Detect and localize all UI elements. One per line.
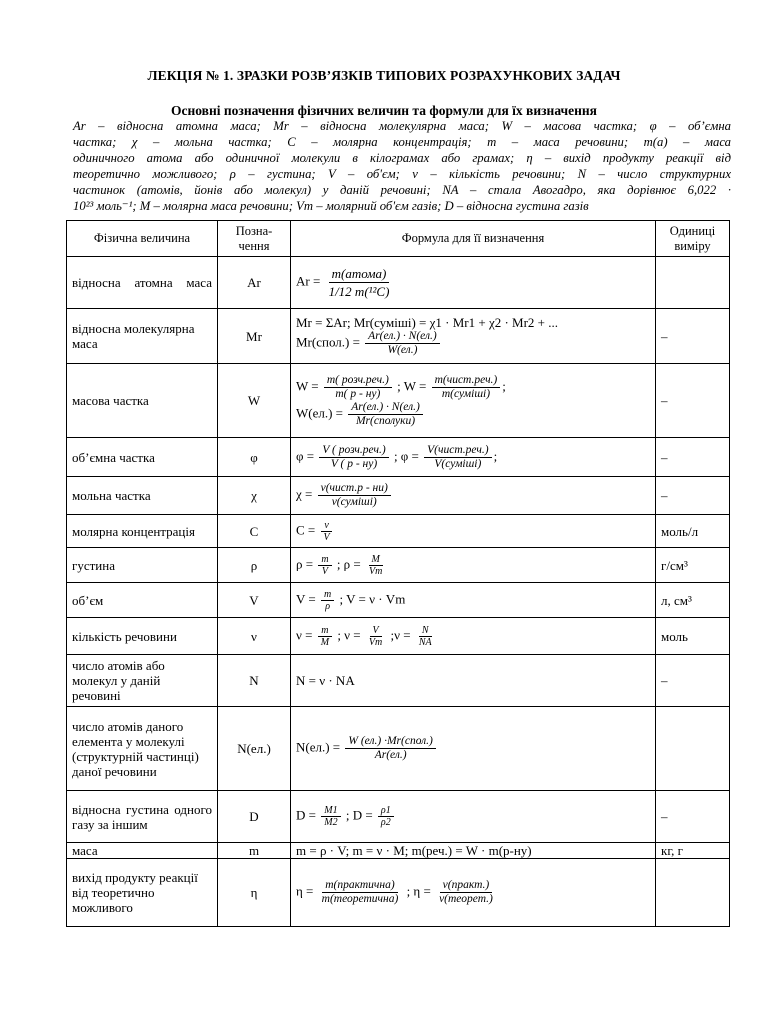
formula-fraction <box>345 735 436 762</box>
formula-fraction <box>424 444 491 471</box>
formula-cell <box>291 707 656 791</box>
fraction-numerator: m( розч.реч.) <box>324 374 392 388</box>
formula-text: ν = <box>296 626 313 642</box>
formula-text: ; V = ν · Vm <box>339 590 406 606</box>
formula-text: ; D = <box>345 807 373 823</box>
formula-text: ; φ = <box>393 447 419 463</box>
quantity-symbol: С <box>218 515 291 548</box>
header-quantity: Фізична величина <box>67 221 218 257</box>
formula-text: ; W = <box>397 377 427 393</box>
header-formula: Формула для її визначення <box>291 221 656 257</box>
formula-text: Mr(спол.) = <box>296 334 360 350</box>
formula-fraction <box>319 444 388 471</box>
formula-cell <box>291 791 656 843</box>
quantity-name <box>67 791 218 843</box>
formula-fraction <box>436 879 496 906</box>
table-row <box>67 618 730 655</box>
quantity-symbol: ρ <box>218 548 291 583</box>
formula-text: С = <box>296 521 316 537</box>
quantity-symbol: Ar <box>218 257 291 309</box>
fraction-numerator: V ( розч.реч.) <box>319 444 388 458</box>
formula-cell: N = ν · NA <box>291 655 656 707</box>
unit-cell: – <box>656 364 730 438</box>
table-header-row <box>67 221 730 257</box>
formula-cell <box>291 548 656 583</box>
formula-fraction <box>416 625 435 648</box>
formula-cell: φ = $\frac{\text{V ( розч.реч.)}}{V ( р - ну)}$ ; φ = $\frac{\text{V(чист.реч.)}}{\text{V(суміші)}}$ ; <box>291 438 656 477</box>
table-row <box>67 791 730 843</box>
quantity-name: масова частка <box>67 364 218 438</box>
formula-cell <box>291 859 656 927</box>
quantity-symbol: V <box>218 583 291 618</box>
formula-cell: m = ρ · V; m = ν · M; m(реч.) = W · m(р-ну) <box>291 843 656 859</box>
formula-fraction <box>318 554 331 577</box>
formula-cell <box>291 618 656 655</box>
fraction-numerator: m(практична) <box>322 879 397 893</box>
formula-text: W = <box>296 377 319 393</box>
fraction-denominator: 1/12 m(¹²C) <box>328 284 390 299</box>
formula-cell: W = $\frac{\text{m( розч.реч.)}}{m( р - ну)}$ ; W = $\frac{\text{m(чист.реч.)}}{\text{m(суміші)}}$ ; W(ел.) = $\frac{Ar(ел.) \cdot N(ел.)}{\text{Mr(сполуки)}}$ <box>291 364 656 438</box>
fraction-denominator: V <box>321 565 328 577</box>
table-row <box>67 843 730 859</box>
fraction-numerator: m(атома) <box>329 265 390 283</box>
fraction-denominator: M <box>320 636 330 648</box>
fraction-denominator: ν(теорет.) <box>439 893 493 905</box>
table-row <box>67 859 730 927</box>
fraction-numerator: M1 <box>321 805 340 817</box>
fraction-denominator: m(теоретична) <box>321 893 399 905</box>
fraction-numerator: N <box>419 625 432 637</box>
header-symbol: Позна- чення <box>218 221 291 257</box>
fraction-denominator: Mr(сполуки) <box>355 414 416 427</box>
unit-cell: л, см³ <box>656 583 730 618</box>
formula-fraction <box>318 625 332 648</box>
fraction-denominator: V <box>323 531 330 543</box>
notation-line: теоретично можливого; ρ – густина; V – об'єм; ν – кількість речовини; N – число структурних <box>73 167 731 181</box>
formula-fraction <box>319 879 402 906</box>
fraction-denominator: Ar(ел.) <box>374 749 407 761</box>
formula-fraction <box>321 589 334 612</box>
unit-cell: – <box>656 309 730 364</box>
formula-fraction <box>378 805 394 828</box>
formula-text: φ = <box>296 447 315 463</box>
fraction-denominator: ν(суміші) <box>331 496 377 508</box>
lecture-title: ЛЕКЦІЯ № 1. ЗРАЗКИ РОЗВ’ЯЗКІВ ТИПОВИХ РОЗРАХУНКОВИХ ЗАДАЧ <box>147 68 621 83</box>
fraction-denominator: ρ <box>325 600 331 612</box>
quantity-name: відносна молекулярна маса <box>67 309 218 364</box>
formula-text: ; ν = <box>337 626 361 642</box>
fraction-numerator: W (ел.) ·Mr(спол.) <box>345 735 436 749</box>
notation-paragraph <box>73 118 731 214</box>
formula-fraction <box>348 401 423 428</box>
formula-text: ; ρ = <box>336 555 361 571</box>
notation-line: частинок (атомів, йонів або молекул) у даній речовині; NA – стала Авогадро, яка дорівнює 6,022 · <box>73 183 731 197</box>
table-row <box>67 548 730 583</box>
quantity-name: число атомів даного елемента у молекулі (структурній частинці) даної речовини <box>67 707 218 791</box>
section-subtitle: Основні позначення фізичних величин та формули для їх визначення <box>171 103 597 118</box>
quantity-symbol: χ <box>218 477 291 515</box>
fraction-denominator: V(суміші) <box>434 457 482 470</box>
fraction-numerator: V(чист.реч.) <box>424 444 491 458</box>
fraction-denominator: m( р - ну) <box>335 387 381 400</box>
formula-text: ρ = <box>296 555 314 571</box>
formulas-table <box>66 220 730 927</box>
formula-text: χ = <box>296 486 313 502</box>
unit-cell <box>656 859 730 927</box>
formula-text: ; η = <box>406 883 431 899</box>
quantity-name: мольна частка <box>67 477 218 515</box>
fraction-denominator: W(ел.) <box>387 344 418 356</box>
fraction-denominator: V ( р - ну) <box>330 457 378 470</box>
quantity-name: маса <box>67 843 218 859</box>
fraction-numerator: V <box>370 625 382 637</box>
quantity-symbol: N(ел.) <box>218 707 291 791</box>
formula-text: W(ел.) = <box>296 404 344 420</box>
table-row <box>67 655 730 707</box>
unit-cell <box>656 257 730 309</box>
quantity-name: об’єм <box>67 583 218 618</box>
quantity-name: густина <box>67 548 218 583</box>
fraction-denominator: m(суміші) <box>441 387 491 400</box>
quantity-symbol: η <box>218 859 291 927</box>
unit-cell: – <box>656 655 730 707</box>
table-row <box>67 707 730 791</box>
fraction-numerator: m <box>318 554 331 566</box>
formula-text: V = <box>296 590 316 606</box>
quantity-symbol: W <box>218 364 291 438</box>
formula-cell <box>291 257 656 309</box>
formula-fraction <box>318 482 391 509</box>
fraction-numerator: Ar(ел.) · N(ел.) <box>348 401 423 415</box>
fraction-denominator: M2 <box>324 817 338 828</box>
formula-fraction <box>321 805 340 828</box>
fraction-numerator: m <box>318 625 331 637</box>
unit-cell <box>656 707 730 791</box>
table-row <box>67 438 730 477</box>
formula-fraction <box>324 374 392 401</box>
formula-text: D = <box>296 807 316 823</box>
fraction-numerator: ρ1 <box>378 805 394 817</box>
quantity-name: молярна концентрація <box>67 515 218 548</box>
quantity-symbol: m <box>218 843 291 859</box>
unit-cell: – <box>656 477 730 515</box>
quantity-symbol: N <box>218 655 291 707</box>
table-row <box>67 583 730 618</box>
formula-cell <box>291 309 656 364</box>
formula-fraction <box>321 520 333 543</box>
quantity-name: число атомів або молекул у даній речовині <box>67 655 218 707</box>
formula-fraction <box>366 554 385 577</box>
notation-line: частка; χ – мольна частка; С – молярна концентрація; m – маса речовини; m(a) – маса <box>73 135 731 149</box>
formula-cell <box>291 583 656 618</box>
quantity-symbol: ν <box>218 618 291 655</box>
unit-cell: моль/л <box>656 515 730 548</box>
fraction-numerator: m <box>321 589 334 601</box>
formula-text: η = <box>296 883 314 899</box>
formula-cell <box>291 477 656 515</box>
notation-line: 10²³ моль⁻¹; М – молярна маса речовини; Vm – молярний об'єм газів; D – відносна густина газів <box>73 199 589 213</box>
quantity-name-text: відносна густина одного газу за іншим <box>72 801 212 832</box>
formula-cell <box>291 515 656 548</box>
quantity-name: відносна атомна маса <box>67 257 218 309</box>
header-unit: Одиниці виміру <box>656 221 730 257</box>
formula-fraction <box>326 265 393 300</box>
fraction-numerator: ν <box>321 520 331 532</box>
formula-text: Ar = <box>296 273 321 289</box>
fraction-numerator: Ar(ел.) · N(ел.) <box>365 330 440 344</box>
fraction-denominator: Vm <box>368 636 383 648</box>
fraction-denominator: NA <box>418 636 432 648</box>
fraction-numerator: ν(практ.) <box>440 879 493 893</box>
unit-cell: – <box>656 791 730 843</box>
table-row <box>67 477 730 515</box>
formula-text: N(ел.) = <box>296 739 341 755</box>
unit-cell: – <box>656 438 730 477</box>
unit-cell: г/см³ <box>656 548 730 583</box>
table-row <box>67 309 730 364</box>
quantity-symbol: φ <box>218 438 291 477</box>
formula-fraction <box>366 625 385 648</box>
quantity-symbol: Mr <box>218 309 291 364</box>
quantity-symbol: D <box>218 791 291 843</box>
table-row <box>67 257 730 309</box>
table-row <box>67 364 730 438</box>
fraction-denominator: ρ2 <box>380 817 391 828</box>
formula-fraction <box>365 330 440 357</box>
unit-cell: моль <box>656 618 730 655</box>
fraction-numerator: M <box>369 554 383 566</box>
quantity-name: кількість речовини <box>67 618 218 655</box>
formula-text: ;ν = <box>390 626 411 642</box>
notation-line: одиничного атома або одиничної молекули в кілограмах або грамах; η – вихід продукту реакції від <box>73 151 731 165</box>
fraction-numerator: ν(чист.р - ни) <box>318 482 391 496</box>
quantity-name: об’ємна частка <box>67 438 218 477</box>
quantity-name: вихід продукту реакції від теоретично можливого <box>67 859 218 927</box>
table-row <box>67 515 730 548</box>
formula-text: Mr = ΣAr; Mr(суміші) = χ1 · Mr1 + χ2 · Mr2 + ... <box>296 315 559 330</box>
formula-fraction <box>432 374 501 401</box>
fraction-denominator: Vm <box>369 565 383 577</box>
notation-line: Ar – відносна атомна маса; Mr – відносна молекулярна маса; W – масова частка; φ – об’ємна <box>73 119 731 133</box>
fraction-numerator: m(чист.реч.) <box>432 374 501 388</box>
unit-cell: кг, г <box>656 843 730 859</box>
